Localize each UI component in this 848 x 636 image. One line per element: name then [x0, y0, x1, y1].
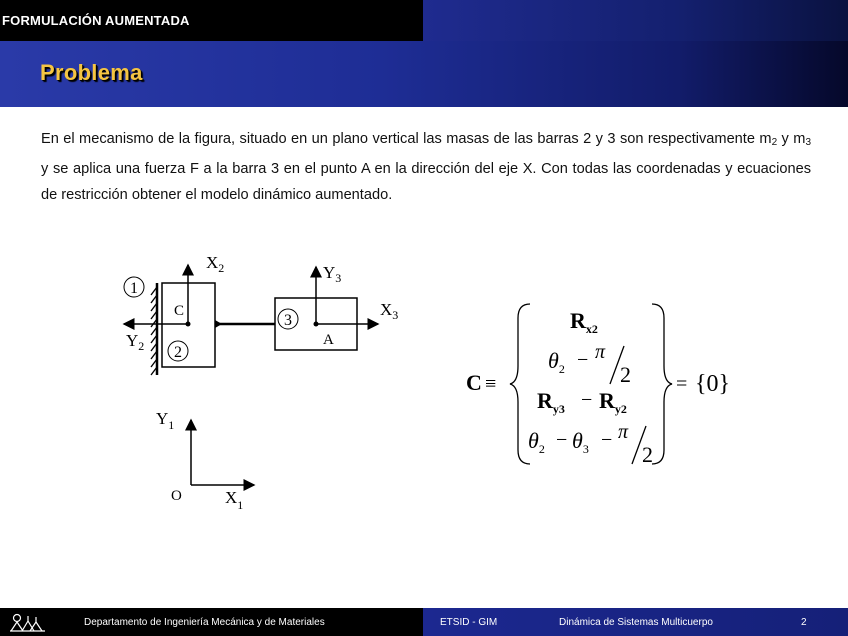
row2-minus: −: [577, 349, 589, 371]
row4-theta2: $\theta_2$: [528, 428, 545, 456]
section-title: FORMULACIÓN AUMENTADA: [2, 13, 190, 28]
point-a-label: A: [323, 332, 334, 348]
right-brace: [652, 304, 672, 464]
mechanism-diagram: [110, 245, 420, 385]
footer-course: Dinámica de Sistemas Multicuerpo: [559, 617, 713, 628]
row2-two: 2: [620, 362, 631, 387]
point-c-label: C: [174, 303, 185, 319]
row4-pi: π: [618, 421, 629, 443]
statement-part-2: y m: [777, 131, 806, 147]
body-1-label: 1: [130, 280, 138, 297]
top-bar: [0, 0, 848, 41]
row3-ry3: $R_{y3}$: [537, 388, 565, 416]
x3-label: $X_3$: [380, 300, 399, 322]
y2-label: $Y_2$: [126, 331, 145, 353]
left-brace: [510, 304, 530, 464]
y1-label: $Y_1$: [156, 409, 175, 432]
row3-ry2: $R_{y2}$: [599, 388, 627, 416]
university-logo-icon: [8, 610, 48, 634]
equals-sign: =: [676, 373, 688, 395]
footer-page-number: 2: [801, 617, 807, 628]
statement-part-3: y se aplica una fuerza F a la barra 3 en el punto A en la dirección del eje X. Con todas las coordenadas y ecuaciones de restricción obtener el modelo dinámico aumentado.: [41, 161, 811, 203]
statement-sub-2: 2: [771, 137, 778, 148]
y3-label: $Y_3$: [323, 263, 342, 285]
row2-pi: π: [595, 341, 606, 363]
top-bar-accent: [423, 0, 848, 41]
page-title: Problema: [40, 60, 143, 85]
title-banner: [0, 41, 848, 107]
problem-statement: [41, 126, 811, 208]
footer-bar: [0, 608, 848, 636]
equation-rhs: {0}: [695, 371, 731, 397]
body-3-label: 3: [284, 312, 292, 329]
equiv-sign: ≡: [485, 373, 497, 395]
row4-minus-2: −: [601, 429, 613, 451]
row2-theta2: $\theta_2$: [548, 348, 565, 376]
global-axes-diagram: [150, 400, 270, 520]
row4-minus-1: −: [556, 429, 568, 451]
footer-school: ETSID - GIM: [440, 617, 498, 628]
origin-label: O: [171, 488, 182, 504]
row4-theta3: $\theta_3$: [572, 428, 589, 456]
equation-lhs: C: [466, 370, 482, 395]
row3-minus: −: [581, 389, 593, 411]
row4-two: 2: [642, 442, 653, 467]
footer-department: Departamento de Ingeniería Mecánica y de Materiales: [84, 617, 325, 628]
statement-sub-3: 3: [805, 137, 811, 148]
x2-label: $X_2$: [206, 253, 225, 275]
constraint-equation: [460, 298, 750, 473]
row1-rx2: $R_{x2}$: [570, 308, 598, 336]
prismatic-joint: [215, 320, 222, 328]
point-3-origin: [314, 322, 319, 327]
statement-part-1: En el mecanismo de la figura, situado en un plano vertical las masas de las barras 2 y 3 son respectivamente m: [41, 131, 772, 147]
point-c-dot: [186, 322, 191, 327]
body-2-label: 2: [174, 344, 182, 361]
x1-label: $X_1$: [225, 488, 244, 512]
